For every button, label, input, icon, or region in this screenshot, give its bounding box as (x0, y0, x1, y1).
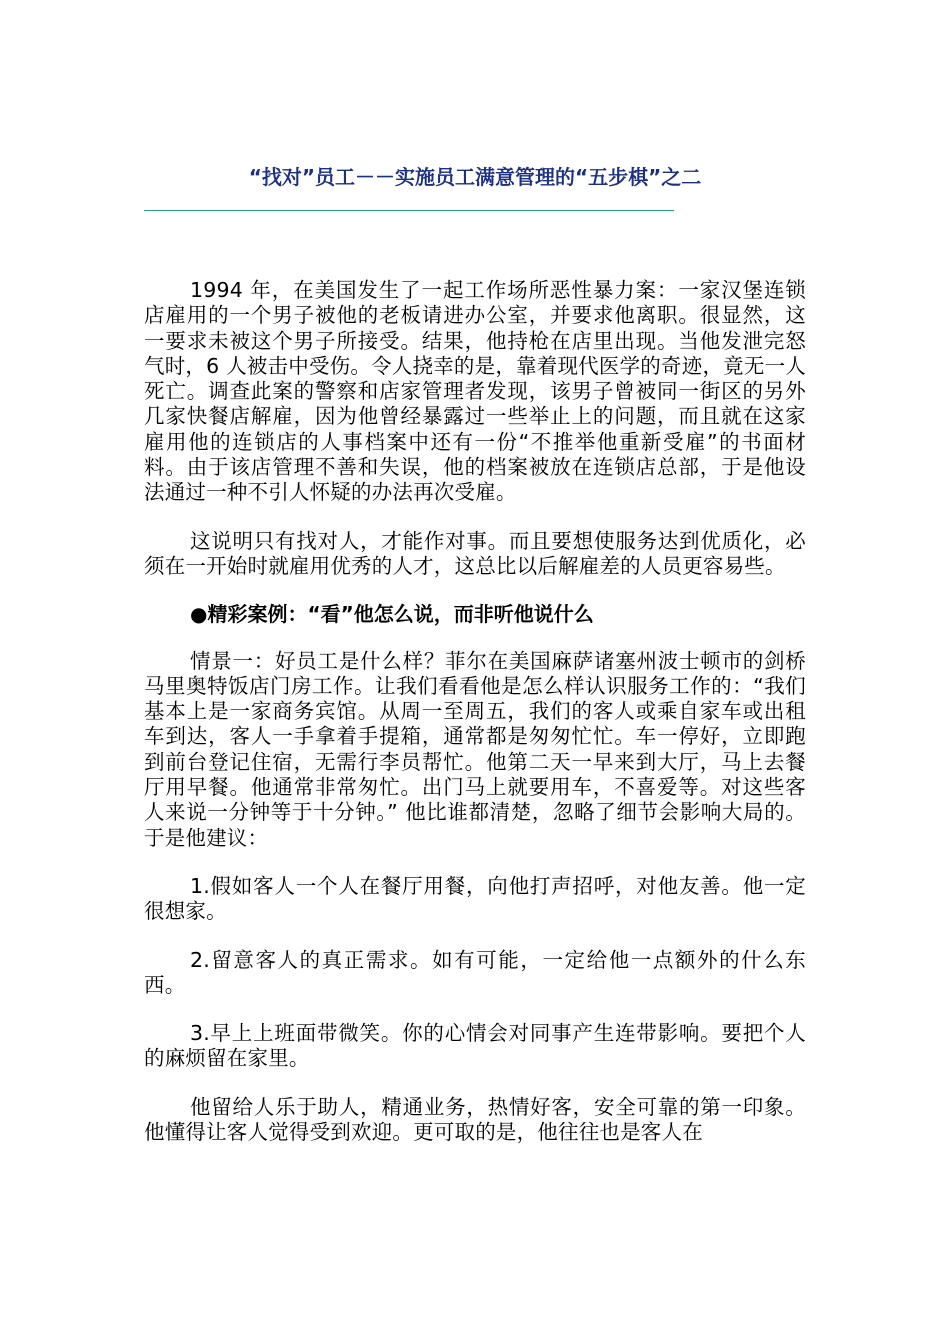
paragraph-impression: 他留给人乐于助人，精通业务，热情好客，安全可靠的第一印象。他懂得让客人觉得受到欢迎。更可取的是，他往往也是客人在 (144, 1094, 806, 1145)
paragraph-scenario-one: 情景一：好员工是什么样？菲尔在美国麻萨诸塞州波士顿市的剑桥马里奥特饭店门房工作。让我们看看他是怎么样认识服务工作的：“我们基本上是一家商务宾馆。从周一至周五，我们的客人或乘自家车或出租车到达，客人一手拿着手提箱，通常都是匆匆忙忙。车一停好，立即跑到前台登记住宿，无需行李员帮忙。他第二天一早来到大厅，马上去餐厅用早餐。他通常非常匆忙。出门马上就要用车，不喜爱等。对这些客人来说一分钟等于十分钟。” 他比谁都清楚，忽略了细节会影响大局的。于是他建议： (144, 648, 806, 850)
document-body (144, 278, 806, 1168)
list-item-suggestion-2: 2.留意客人的真正需求。如有可能，一定给他一点额外的什么东西。 (144, 947, 806, 997)
title-divider (144, 210, 674, 211)
case-heading: ●精彩案例：“看”他怎么说，而非听他说什么 (190, 602, 594, 627)
document-title: “找对”员工－－实施员工满意管理的“五步棋”之二 (248, 165, 702, 189)
paragraph-incident: 1994 年，在美国发生了一起工作场所恶性暴力案：一家汉堡连锁店雇用的一个男子被他的老板请进办公室，并要求他离职。很显然，这一要求未被这个男子所接受。结果，他持枪在店里出现。当他发泄完怒气时，6 人被击中受伤。令人挠幸的是，靠着现代医学的奇迹，竟无一人死亡。调查此案的警察和店家管理者发现，该男子曾被同一街区的另外几家快餐店解雇，因为他曾经暴露过一些举止上的问题，而且就在这家雇用他的连锁店的人事档案中还有一份“不推举他重新受雇”的书面材料。由于该店管理不善和失误，他的档案被放在连锁店总部，于是他设法通过一种不引人怀疑的办法再次受雇。 (144, 278, 806, 505)
list-item-suggestion-3: 3.早上上班面带微笑。你的心情会对同事产生连带影响。要把个人的麻烦留在家里。 (144, 1021, 806, 1071)
list-item-suggestion-1: 1.假如客人一个人在餐厅用餐，向他打声招呼，对他友善。他一定很想家。 (144, 873, 806, 924)
paragraph-conclusion: 这说明只有找对人，才能作对事。而且要想使服务达到优质化，必须在一开始时就雇用优秀的人才，这总比以后解雇差的人员更容易些。 (144, 528, 806, 578)
